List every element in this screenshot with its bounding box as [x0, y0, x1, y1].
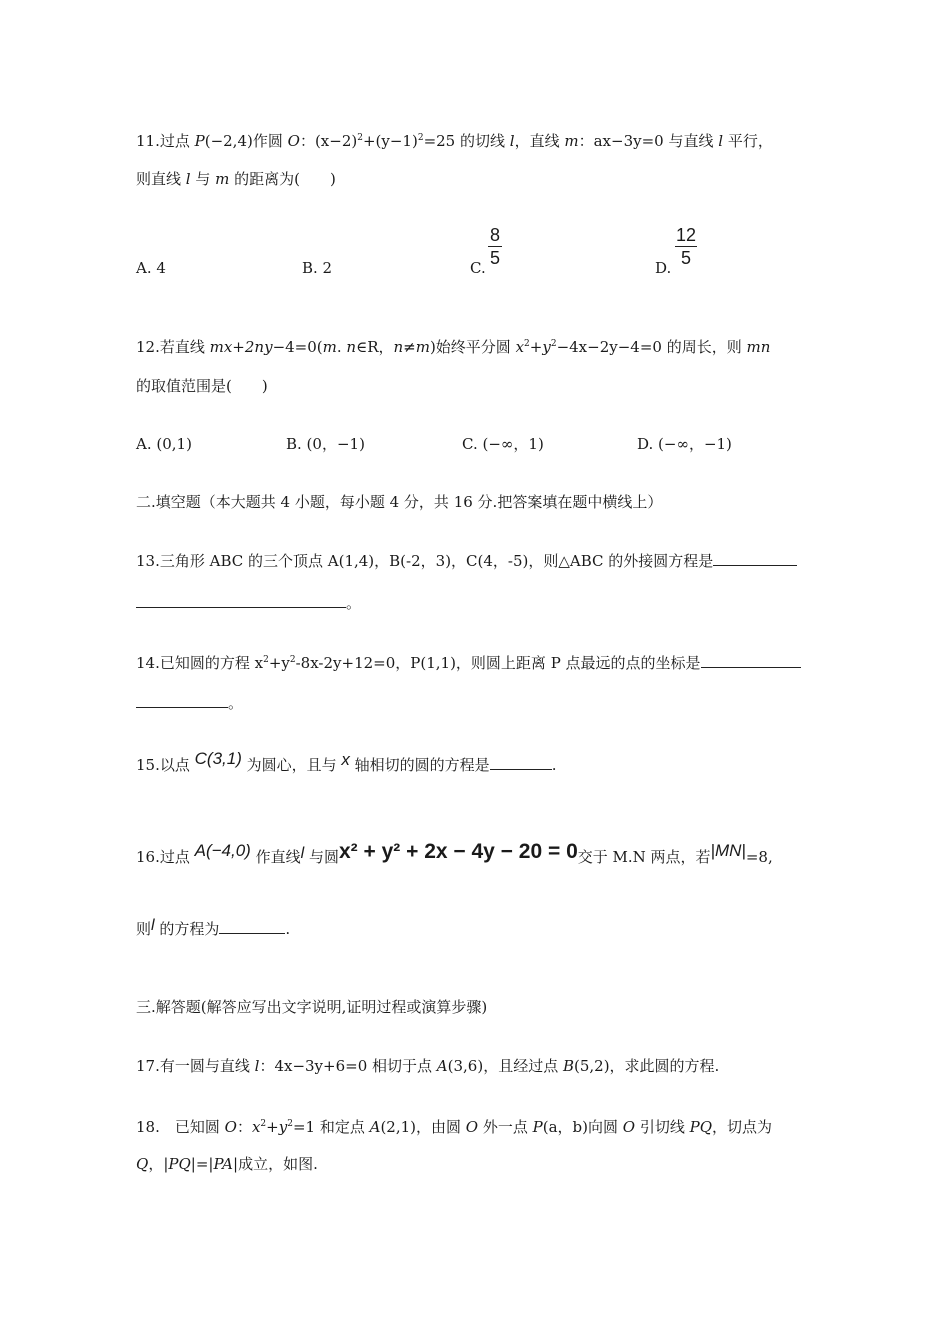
text: mn — [746, 338, 771, 356]
line-variable: l — [300, 845, 305, 862]
q12-option-d: D. (−∞，−1) — [637, 435, 732, 453]
text: n — [346, 338, 357, 356]
text: (x−2) — [314, 132, 358, 150]
answer-blank — [713, 550, 797, 566]
text: 12.若直线 — [136, 338, 210, 356]
text: +(y−1) — [362, 132, 418, 150]
superscript: 2 — [550, 339, 557, 349]
q11-line1 — [136, 128, 773, 151]
text: (2,1)，由圆 — [380, 1118, 466, 1136]
q17-line — [136, 1056, 719, 1076]
text: ，| — [148, 1155, 169, 1173]
text: Q — [136, 1155, 149, 1173]
text: 与圆 — [304, 848, 339, 866]
q18-line1 — [136, 1114, 772, 1137]
q14-line2 — [136, 692, 243, 713]
text: 16.过点 — [136, 848, 195, 866]
x-variable: x — [341, 750, 350, 769]
q12-option-a: A. (0,1) — [136, 435, 192, 453]
q16-line1 — [136, 840, 773, 868]
point-formula: C(3,1) — [194, 749, 242, 768]
q16-line2 — [136, 918, 290, 940]
q11-option-d-fraction — [675, 225, 697, 268]
text: 11.过点 — [136, 132, 195, 150]
text: )始终平分圆 — [429, 338, 516, 356]
q13-line2 — [136, 592, 361, 613]
text: l — [185, 170, 191, 188]
answer-blank — [490, 754, 552, 770]
answer-blank — [136, 592, 346, 608]
text: 与 — [190, 170, 216, 188]
q11-option-b: B. 2 — [302, 259, 333, 277]
text: =1 和定点 — [292, 1118, 370, 1136]
q12-option-c: C. (−∞，1) — [462, 435, 544, 453]
text: 。 — [346, 594, 362, 612]
answer-blank — [219, 918, 285, 934]
text: PQ — [168, 1155, 191, 1173]
text: 作直线 — [250, 848, 301, 866]
text: l — [509, 132, 515, 150]
text: P — [194, 132, 205, 150]
text: . — [285, 920, 291, 938]
text: +y — [266, 1118, 288, 1136]
section-2-heading: 二.填空题（本大题共 4 小题，每小题 4 分，共 16 分.把答案填在题中横线上） — [136, 493, 663, 511]
text: l — [254, 1057, 260, 1075]
text: 平行， — [723, 132, 773, 150]
q11-line2 — [136, 169, 336, 189]
text: |=| — [190, 1155, 214, 1173]
fraction-bar — [488, 246, 502, 247]
text: ： — [299, 132, 315, 150]
text: 14.已知圆的方程 x — [136, 654, 264, 672]
text: 15.以点 — [136, 756, 195, 774]
text: O — [287, 132, 300, 150]
text: 的距离为( ) — [229, 170, 336, 188]
q11-option-a: A. 4 — [136, 259, 166, 277]
q11-option-c-label: C. — [470, 259, 486, 277]
denominator: 5 — [489, 248, 500, 268]
text: (3,6)，且经过点 — [447, 1057, 563, 1075]
text: (5,2)，求此圆的方程. — [574, 1057, 720, 1075]
text: 轴相切的圆的方程是 — [349, 756, 490, 774]
point-formula: A(−4,0) — [194, 841, 251, 860]
text: =8, — [745, 848, 773, 866]
superscript: 2 — [263, 655, 269, 665]
text: 则直线 — [136, 170, 186, 188]
q12-line1 — [136, 334, 770, 357]
text: 17.有一圆与直线 — [136, 1057, 255, 1075]
text: (a，b)向圆 — [542, 1118, 623, 1136]
text: PA — [213, 1155, 234, 1173]
text: =25 的切线 — [423, 132, 510, 150]
q15-line — [136, 749, 557, 775]
section-3-heading: 三.解答题(解答应写出文字说明,证明过程或演算步骤) — [136, 998, 488, 1016]
q11-option-c-fraction — [488, 225, 502, 268]
q18-line2 — [136, 1154, 318, 1174]
text: . — [551, 756, 557, 774]
superscript: 2 — [357, 133, 363, 143]
text: 交于 M.N 两点，若 — [577, 848, 711, 866]
text: A — [369, 1118, 381, 1136]
text: 。 — [228, 694, 244, 712]
q11-option-d-label: D. — [655, 259, 672, 277]
text: (−2,4)作圆 — [204, 132, 288, 150]
q12-line2: 的取值范围是( ) — [136, 377, 268, 395]
text: -8x-2y+12=0，P(1,1)，则圆上距离 P 点最远的点的坐标是 — [295, 654, 701, 672]
text: m — [215, 170, 230, 188]
numerator: 8 — [489, 225, 500, 245]
text: 的方程为 — [154, 920, 220, 938]
text: ∈R， — [356, 338, 394, 356]
fraction-bar — [675, 246, 697, 247]
text: 18. 已知圆 — [136, 1118, 225, 1136]
text: x — [251, 1118, 261, 1136]
text: −4=0( — [272, 338, 323, 356]
text: 则 — [136, 920, 152, 938]
superscript: 2 — [524, 339, 530, 349]
denominator: 5 — [680, 248, 691, 268]
text: B — [562, 1057, 574, 1075]
text: |成立，如图. — [233, 1155, 318, 1173]
text: 13.三角形 ABC 的三个顶点 A(1,4)，B(-2，3)，C(4，-5)，则△ABC 的外接圆方程是 — [136, 552, 714, 570]
text: −4x−2y−4=0 的周长，则 — [556, 338, 747, 356]
answer-blank — [701, 652, 801, 668]
text: m — [564, 132, 579, 150]
text: O — [224, 1118, 237, 1136]
text: m — [322, 338, 337, 356]
text: ：ax−3y=0 与直线 — [578, 132, 719, 150]
q13-line1 — [136, 550, 797, 571]
q14-line1 — [136, 650, 801, 673]
text: ，直线 — [514, 132, 565, 150]
q12-option-b: B. (0，−1) — [286, 435, 365, 453]
text: . — [336, 338, 347, 356]
text: A — [436, 1057, 448, 1075]
superscript: 2 — [289, 655, 296, 665]
numerator: 12 — [675, 225, 697, 245]
text: n≠m — [393, 338, 430, 356]
text: ，切点为 — [712, 1118, 773, 1136]
text: O — [465, 1118, 479, 1136]
text: PQ — [689, 1118, 712, 1136]
text: P — [532, 1118, 543, 1136]
circle-equation: x² + y² + 2x − 4y − 20 = 0 — [338, 840, 578, 863]
text: l — [718, 132, 724, 150]
text: mx+2ny — [209, 338, 273, 356]
superscript: 2 — [287, 1119, 293, 1129]
answer-blank — [136, 692, 228, 708]
text: ： — [236, 1118, 252, 1136]
superscript: 2 — [417, 133, 424, 143]
text: O — [622, 1118, 636, 1136]
text: 外一点 — [478, 1118, 533, 1136]
text: 引切线 — [635, 1118, 690, 1136]
mn-formula: |MN| — [710, 841, 746, 860]
text: x — [515, 338, 525, 356]
text: 为圆心，且与 — [241, 756, 342, 774]
text: +y — [268, 654, 290, 672]
superscript: 2 — [260, 1119, 267, 1129]
text: ：4x−3y+6=0 相切于点 — [259, 1057, 437, 1075]
line-variable: l — [151, 917, 155, 934]
text: +y — [529, 338, 551, 356]
